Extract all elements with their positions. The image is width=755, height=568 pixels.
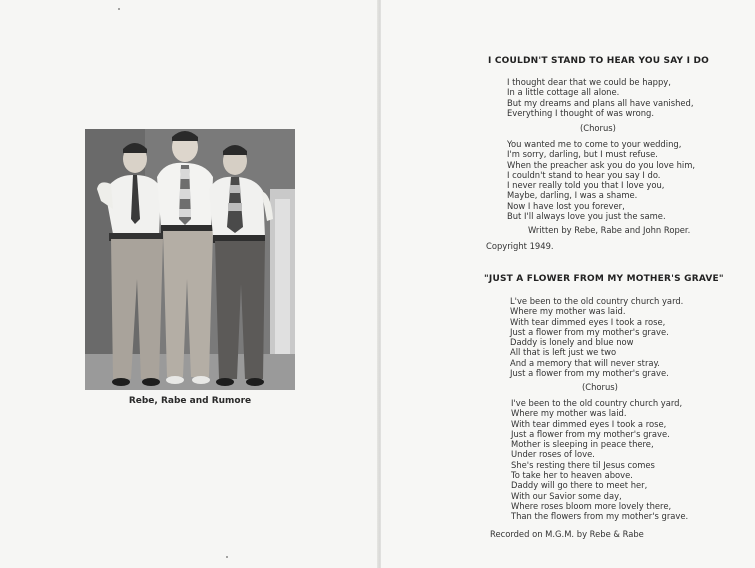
song2-verse1-line: All that is left just we two: [510, 347, 617, 358]
band-photo-illustration: [85, 129, 295, 390]
song2-verse1-line: Just a flower from my mother's grave.: [510, 368, 669, 379]
song1-verse2-line: You wanted me to come to your wedding,: [507, 139, 682, 149]
song2-verse2-line: With our Savior some day,: [511, 490, 622, 501]
song1-chorus-label: (Chorus): [580, 123, 616, 133]
song2-verse1-line: Where my mother was laid.: [510, 306, 626, 317]
song1-copyright: Copyright 1949.: [486, 241, 554, 251]
song2-verse2-line: Under roses of love.: [511, 449, 595, 460]
song1-verse2-line: I couldn't stand to hear you say I do.: [507, 169, 661, 180]
song2-verse2-line: I've been to the old country church yard,: [511, 398, 683, 408]
song2-verse1-line: L've been to the old country church yard.: [510, 296, 684, 306]
song2-verse2: [511, 398, 688, 522]
song2-recorded-note: Recorded on M.G.M. by Rebe & Rabe: [490, 529, 644, 539]
song1-verse2-line: Now I have lost you forever,: [507, 200, 625, 211]
song1-verse1: [507, 77, 694, 118]
song1-verse1-line: I thought dear that we could be happy,: [507, 77, 671, 87]
song1-verse1-line: But my dreams and plans all have vanished,: [507, 97, 694, 108]
song1-verse2-line: I never really told you that I love you,: [507, 180, 665, 191]
song2-verse2-line: Daddy will go there to meet her,: [511, 480, 648, 491]
song1-verse2: [507, 139, 695, 221]
paper-speck: [118, 8, 120, 10]
song2-title: "JUST A FLOWER FROM MY MOTHER'S GRAVE": [484, 274, 724, 284]
song1-verse1-line: In a little cottage all alone.: [507, 87, 620, 98]
song2-verse2-line: To take her to heaven above.: [511, 470, 633, 481]
song1-title: I COULDN'T STAND TO HEAR YOU SAY I DO: [488, 56, 709, 66]
paper-speck: [226, 556, 228, 558]
song2-verse2-line: Just a flower from my mother's grave.: [511, 428, 670, 439]
song1-verse2-line: Maybe, darling, I was a shame.: [507, 190, 638, 201]
song2-verse2-line: Mother is sleeping in peace there,: [511, 439, 654, 450]
band-photo: [85, 129, 295, 390]
song2-verse2-line: She's resting there til Jesus comes: [511, 459, 655, 470]
song2-verse2-line: Than the flowers from my mother's grave.: [511, 511, 689, 522]
song1-verse2-line: But I'll always love you just the same.: [507, 211, 666, 222]
song2-verse1: [510, 296, 683, 378]
song1-verse2-line: When the preacher ask you do you love him,: [507, 159, 696, 170]
song2-verse2-line: With tear dimmed eyes I took a rose,: [511, 418, 667, 429]
song2-verse2-line: Where my mother was laid.: [511, 408, 627, 419]
song1-verse1-line: Everything I thought of was wrong.: [507, 107, 654, 118]
song2-verse1-line: Daddy is lonely and blue now: [510, 337, 634, 348]
song1-written-by: Written by Rebe, Rabe and John Roper.: [528, 225, 691, 235]
song2-verse1-line: And a memory that will never stray.: [510, 357, 660, 368]
song2-chorus-label: (Chorus): [582, 382, 618, 392]
photo-caption: Rebe, Rabe and Rumore: [128, 396, 252, 406]
song1-verse2-line: I'm sorry, darling, but I must refuse.: [507, 149, 658, 160]
song2-verse1-line: With tear dimmed eyes I took a rose,: [510, 316, 666, 327]
song2-verse2-line: Where roses bloom more lovely there,: [511, 500, 672, 511]
song2-verse1-line: Just a flower from my mother's grave.: [510, 326, 669, 337]
